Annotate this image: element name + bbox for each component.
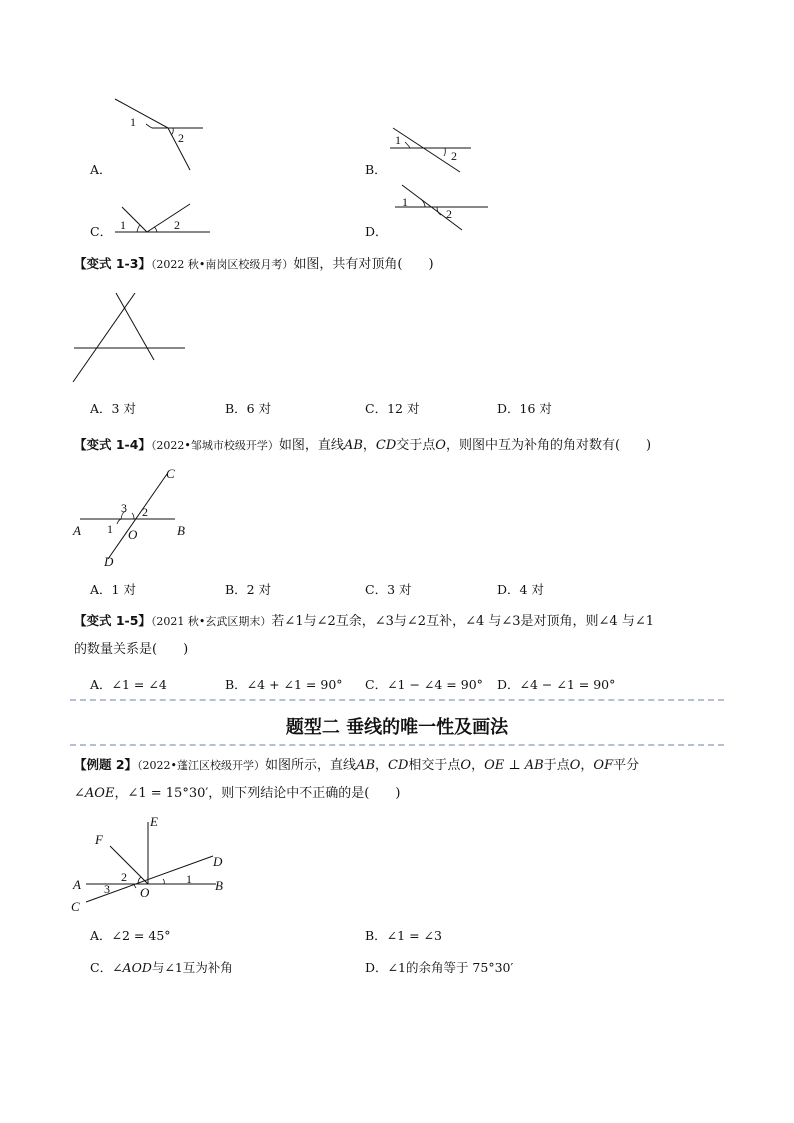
point-b-label: B xyxy=(177,523,185,538)
line-ab: AB xyxy=(356,758,376,773)
option-c-prefix: C．∠ xyxy=(90,960,123,975)
point-o: O xyxy=(460,758,472,773)
stem-sep: ， xyxy=(362,438,376,453)
line-ab: AB xyxy=(343,438,363,453)
figure-triangle-lines xyxy=(70,288,190,388)
point-b-label: B xyxy=(215,878,223,893)
point-a-label: A xyxy=(73,877,81,892)
question-source: （2022•蓬江区校级开学） xyxy=(137,759,266,772)
option-c[interactable]: C．∠1 − ∠4 = 90° xyxy=(365,677,483,692)
point-o-label: O xyxy=(128,527,138,542)
stem-text: 如图，直线 xyxy=(278,438,344,453)
angle-label-1: 1 xyxy=(395,133,401,147)
perp-symbol: ⊥ xyxy=(504,758,525,773)
option-b[interactable]: B．∠4 + ∠1 = 90° xyxy=(225,677,343,692)
stem-text: 如图所示，直线 xyxy=(265,758,357,773)
ray-oe: OE xyxy=(484,758,505,773)
angle-label-2: 2 xyxy=(142,505,148,519)
stem-text: 于点 xyxy=(543,758,570,773)
option-a[interactable]: A．∠1 = ∠4 xyxy=(90,677,167,692)
option-d[interactable]: D．∠4 − ∠1 = 90° xyxy=(497,677,616,692)
question-1-3 xyxy=(74,253,434,276)
angle-label-2: 2 xyxy=(446,207,452,221)
example-2-line2 xyxy=(74,783,400,805)
stem-sep: ， xyxy=(580,758,594,773)
question-stem: 如图，共有对顶角( ) xyxy=(293,257,434,272)
figure-option-d xyxy=(390,182,490,237)
option-c[interactable] xyxy=(90,958,233,976)
point-o-label: O xyxy=(140,885,150,900)
option-c-label: C． xyxy=(90,224,113,239)
angle-label-2: 2 xyxy=(174,218,180,232)
point-d-label: D xyxy=(213,854,223,869)
question-tag: 【变式 1-3】 xyxy=(74,256,151,271)
question-tag: 【变式 1-4】 xyxy=(74,437,151,452)
angle-label-1: 1 xyxy=(130,115,136,129)
angle-label-1: 1 xyxy=(107,522,113,536)
point-e-label: E xyxy=(150,814,158,829)
example-2 xyxy=(74,754,639,777)
stem-sep: ， xyxy=(375,758,389,773)
question-tag: 【例题 2】 xyxy=(74,757,138,772)
option-c[interactable]: C．12 对 xyxy=(365,401,420,416)
stem-text: ，则图中互为补角的角对数有( ) xyxy=(445,438,652,453)
angle-label-2: 2 xyxy=(121,870,127,884)
question-source: （2021 秋•玄武区期末） xyxy=(150,615,272,628)
stem-text: 交于点 xyxy=(396,438,436,453)
option-b[interactable]: B．6 对 xyxy=(225,401,272,416)
figure-perpendicular xyxy=(68,810,238,915)
angle-label-2: 2 xyxy=(451,149,457,163)
point-c-label: C xyxy=(166,466,175,481)
line-cd: CD xyxy=(388,758,409,773)
figure-intersecting-lines xyxy=(70,462,200,572)
option-a[interactable]: A．3 对 xyxy=(90,401,136,416)
ray-of: OF xyxy=(593,758,614,773)
figure-option-b xyxy=(385,120,485,180)
angle-label-2: 2 xyxy=(178,131,184,145)
option-d[interactable]: D．∠1的余角等于 75°30′ xyxy=(365,960,514,975)
stem-text: 平分 xyxy=(613,758,640,773)
question-1-4 xyxy=(74,434,651,457)
figure-option-c xyxy=(110,195,220,240)
angle-label-3: 3 xyxy=(104,882,110,896)
option-d[interactable]: D．4 对 xyxy=(497,582,544,597)
option-c-suffix: 与∠1互为补角 xyxy=(151,960,233,975)
point-o: O xyxy=(569,758,581,773)
option-b[interactable]: B．2 对 xyxy=(225,582,272,597)
question-stem-line1: 若∠1与∠2互余，∠3与∠2互补，∠4 与∠3是对顶角，则∠4 与∠1 xyxy=(271,614,654,629)
figure-option-a xyxy=(100,92,220,178)
angle-symbol: ∠ xyxy=(74,786,85,801)
option-c[interactable]: C．3 对 xyxy=(365,582,412,597)
angle-label-1: 1 xyxy=(402,195,408,209)
option-b-label: B． xyxy=(365,162,387,177)
point-c-label: C xyxy=(71,899,80,914)
line-cd: CD xyxy=(375,438,397,453)
question-source: （2022 秋•南岗区校级月考） xyxy=(150,258,294,271)
angle-aod: AOD xyxy=(122,960,152,975)
section-title: 题型二 垂线的唯一性及画法 xyxy=(285,717,509,738)
question-1-5 xyxy=(74,610,654,633)
angle-label-1: 1 xyxy=(186,872,192,886)
angle-aoe: AOE xyxy=(84,786,115,801)
question-stem-line2: 的数量关系是( ) xyxy=(74,642,189,657)
option-a[interactable]: A．1 对 xyxy=(90,582,136,597)
angle-label-3: 3 xyxy=(121,501,127,515)
option-b[interactable]: B．∠1 = ∠3 xyxy=(365,928,442,943)
line-ab: AB xyxy=(524,758,544,773)
point-f-label: F xyxy=(95,832,103,847)
option-a[interactable]: A．∠2 = 45° xyxy=(90,928,171,943)
point-a-label: A xyxy=(73,523,81,538)
option-a-label: A． xyxy=(90,162,112,177)
stem-sep: ， xyxy=(471,758,485,773)
option-d[interactable]: D．16 对 xyxy=(497,401,552,416)
option-d-label: D． xyxy=(365,224,388,239)
stem-text: ，∠1 = 15°30′，则下列结论中不正确的是( ) xyxy=(114,786,401,801)
question-source: （2022•邹城市校级开学） xyxy=(150,439,279,452)
question-tag: 【变式 1-5】 xyxy=(74,613,151,628)
angle-label-1: 1 xyxy=(120,218,126,232)
section-divider-bottom xyxy=(70,744,724,746)
stem-text: 相交于点 xyxy=(408,758,461,773)
section-divider-top xyxy=(70,699,724,701)
point-o: O xyxy=(435,438,446,453)
point-d-label: D xyxy=(104,554,114,569)
